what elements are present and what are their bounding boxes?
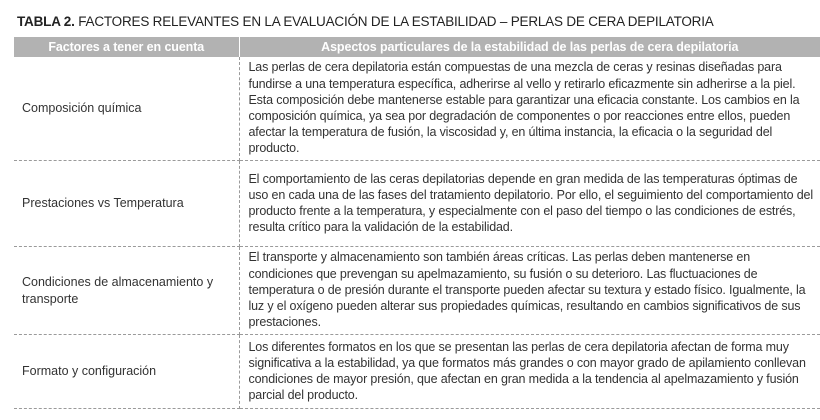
- aspect-cell: Los diferentes formatos en los que se presentan las perlas de cera depilatoria afectan de forma muy significativa a la estabilidad, ya que formatos más grandes o con mayor grado de apilamiento conllevan condiciones de mayor presión, que afectan en gran medida a la tendencia al apelmazamiento y fusión parcial del producto.: [239, 335, 820, 409]
- table-title-text: FACTORES RELEVANTES EN LA EVALUACIÓN DE LA ESTABILIDAD – PERLAS DE CERA DEPILATORIA: [78, 14, 714, 29]
- factor-cell: Prestaciones vs Temperatura: [14, 161, 239, 247]
- table: [14, 37, 820, 409]
- factor-cell: Formato y configuración: [14, 335, 239, 409]
- aspect-cell: El transporte y almacenamiento son también áreas críticas. Las perlas deben mantenerse en condiciones que prevengan su apelmazamiento, su fusión o su deterioro. Las fluctuaciones de temperatura o de presión durante el transporte pueden afectar su textura y estado físico. Igualmente, la luz y el oxígeno pueden alterar sus propiedades químicas, resultando en cambios significativos de sus prestaciones.: [239, 247, 820, 335]
- table-title: [17, 12, 817, 32]
- table-title-label: TABLA 2.: [17, 14, 75, 29]
- table-body: [14, 57, 820, 409]
- table-row: [14, 247, 820, 335]
- table-row: [14, 335, 820, 409]
- aspect-cell: Las perlas de cera depilatoria están compuestas de una mezcla de ceras y resinas diseñadas para fundirse a una temperatura específica, adherirse al vello y retirarlo eficazmente sin adherirse a la piel. Esta composición debe mantenerse estable para garantizar una eficacia constante. Los cambios en la composición química, ya sea por degradación de componentes o por reacciones entre ellos, pueden afectar la temperatura de fusión, la viscosidad y, en última instancia, la eficacia o la seguridad del producto.: [239, 57, 820, 161]
- table-row: [14, 57, 820, 161]
- header-aspects: Aspectos particulares de la estabilidad de las perlas de cera depilatoria: [239, 37, 820, 57]
- header-row: [14, 37, 820, 57]
- factor-cell: Condiciones de almacenamiento y transporte: [14, 247, 239, 335]
- table-header: [14, 37, 820, 57]
- stability-factors-table: [14, 37, 820, 409]
- aspect-cell: El comportamiento de las ceras depilatorias depende en gran medida de las temperaturas óptimas de uso en cada una de las fases del tratamiento depilatorio. Por ello, el seguimiento del comportamiento del producto frente a la temperatura, y especialmente con el paso del tiempo o las condiciones de estrés, resulta crítico para la validación de la estabilidad.: [239, 161, 820, 247]
- table-row: [14, 161, 820, 247]
- factor-cell: Composición química: [14, 57, 239, 161]
- header-factors: Factores a tener en cuenta: [14, 37, 239, 57]
